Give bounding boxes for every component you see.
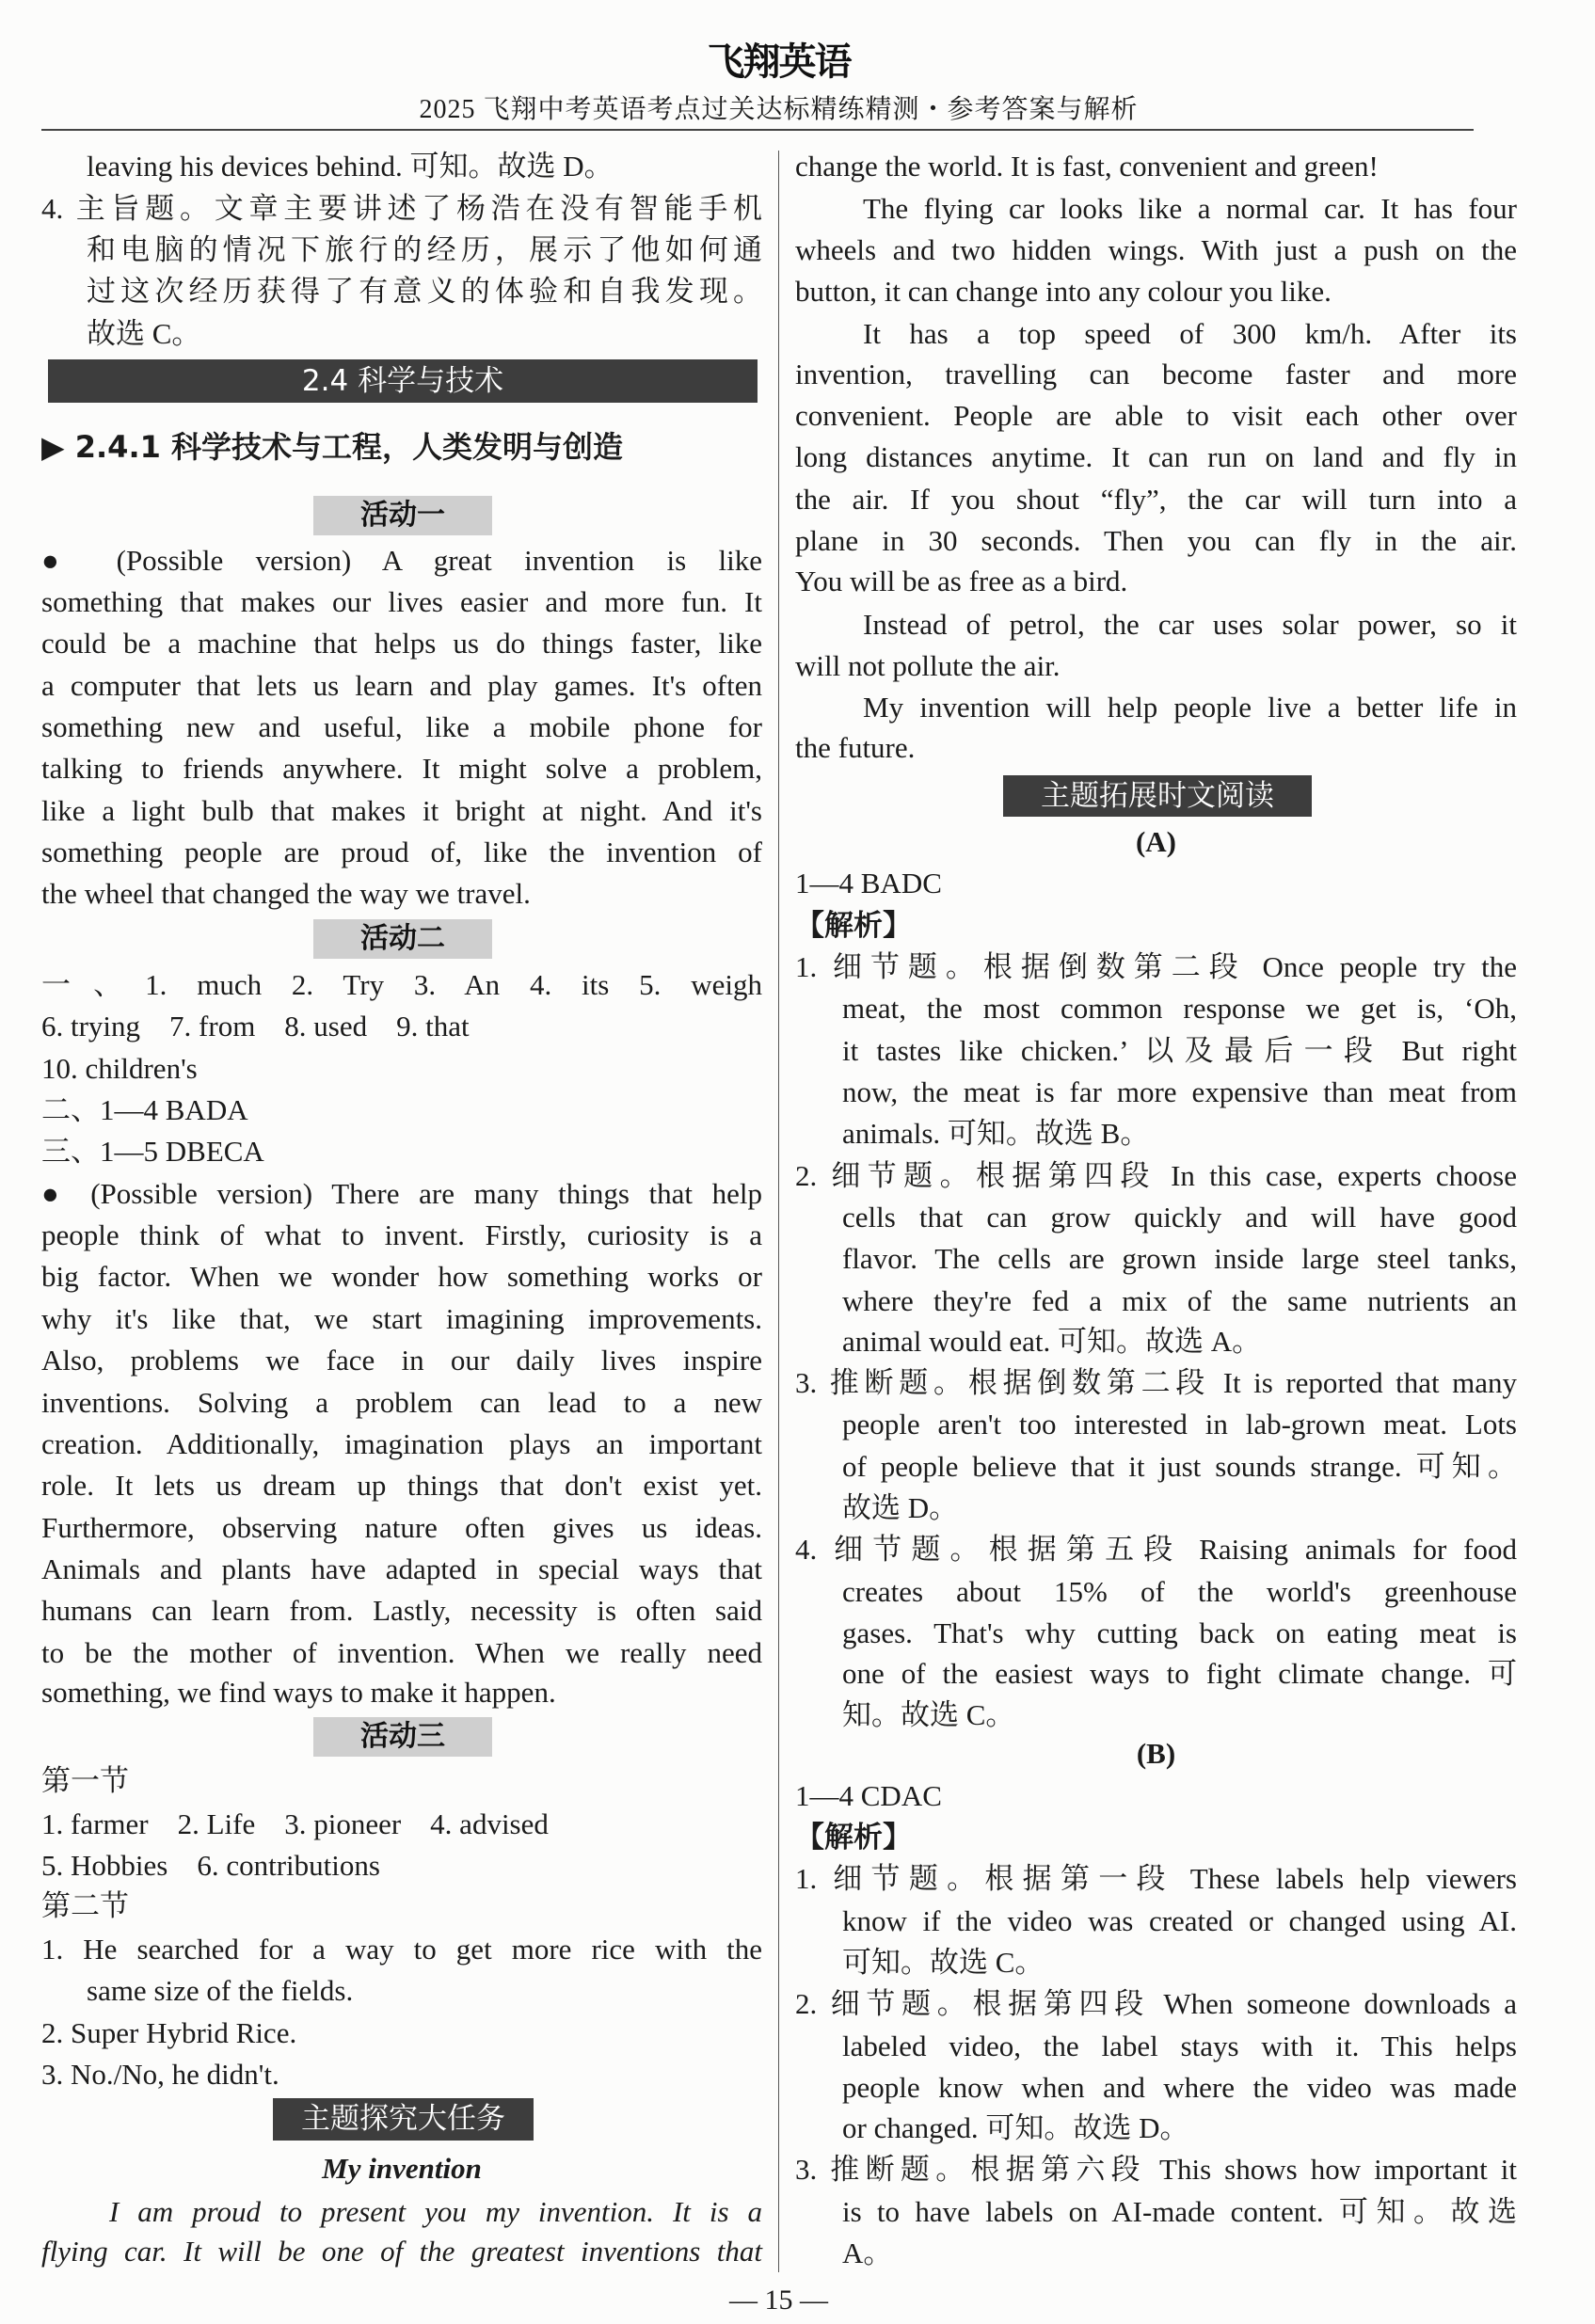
right-text-line: people know when and where the video was made	[842, 2071, 1517, 2104]
left-text-line: 一、1. much 2. Try 3. An 4. its 5. weigh	[41, 968, 762, 1001]
right-text-line: people aren't too interested in lab-grown meat. Lots	[842, 1408, 1517, 1441]
right-text-line: wheels and two hidden wings. With just a push on the	[795, 233, 1517, 266]
right-text-line: 【解析】	[795, 909, 912, 942]
left-text-line: Furthermore, observing nature often gives us ideas.	[41, 1511, 762, 1544]
left-text-line: 1. He searched for a way to get more rice with the	[41, 1933, 762, 1966]
right-text-line: 2. 细节题。根据第四段 When someone downloads a	[795, 1987, 1517, 2020]
right-text-line: meat, the most common response we get is, ‘Oh,	[842, 992, 1517, 1025]
left-text-line: something, we find ways to make it happen.	[41, 1676, 556, 1709]
left-text-line: 第一节	[41, 1764, 129, 1797]
right-text-line: the future.	[795, 731, 916, 764]
left-text-line: a computer that lets us learn and play games. It's often	[41, 669, 762, 702]
right-text-line: animals. 可知。故选 B。	[842, 1117, 1150, 1150]
page-number: — 15 —	[729, 2284, 828, 2316]
right-text-line: 1. 细节题。根据第一段 These labels help viewers	[795, 1862, 1517, 1895]
activity-2-heading: 活动二	[313, 919, 492, 959]
left-text-line: role. It lets us dream up things that don't exist yet.	[41, 1469, 762, 1502]
right-text-line: 【解析】	[795, 1821, 912, 1854]
right-text-line: 2. 细节题。根据第四段 In this case, experts choose	[795, 1159, 1517, 1192]
left-text-line: 3. No./No, he didn't.	[41, 2058, 279, 2091]
left-text-line: 10. children's	[41, 1052, 198, 1085]
right-text-line: You will be as free as a bird.	[795, 565, 1128, 597]
left-text-line: My invention	[322, 2152, 482, 2185]
left-text-line: Animals and plants have adapted in special ways that	[41, 1552, 762, 1585]
right-text-line: long distances anytime. It can run on land and fly in	[795, 440, 1517, 473]
left-text-line: same size of the fields.	[87, 1974, 354, 2007]
left-text-line: ● (Possible version) A great invention is like	[41, 544, 762, 577]
left-text-line: I am proud to present you my invention. It is a	[109, 2195, 762, 2228]
right-text-line: 3. 推断题。根据第六段 This shows how important it	[795, 2153, 1517, 2186]
right-text-line: 3. 推断题。根据倒数第二段 It is reported that many	[795, 1366, 1517, 1399]
left-text-line: ● (Possible version) There are many things that help	[41, 1177, 762, 1210]
subsection-heading: ▶ 2.4.1 科学技术与工程，人类发明与创造	[41, 429, 624, 465]
left-text-line: humans can learn from. Lastly, necessity is often said	[41, 1594, 762, 1627]
left-text-line: talking to friends anywhere. It might solve a problem,	[41, 752, 762, 785]
activity-1-heading: 活动一	[313, 496, 492, 535]
left-text-line: 4. 主旨题。文章主要讲述了杨浩在没有智能手机	[41, 192, 762, 225]
activity-3-heading: 活动三	[313, 1717, 492, 1757]
right-text-line: 可知。故选 C。	[842, 1946, 1045, 1979]
right-text-line: flavor. The cells are grown inside large steel tanks,	[842, 1242, 1517, 1275]
left-text-line: something that makes our lives easier and more fun. It	[41, 585, 762, 618]
left-text-line: 6. trying 7. from 8. used 9. that	[41, 1010, 470, 1043]
right-text-line: creates about 15% of the world's greenhouse	[842, 1575, 1517, 1608]
left-text-line: something people are proud of, like the invention of	[41, 836, 762, 868]
right-text-line: invention, travelling can become faster and more	[795, 358, 1517, 390]
left-text-line: 5. Hobbies 6. contributions	[41, 1849, 380, 1882]
left-text-line: to be the mother of invention. When we really need	[41, 1636, 762, 1669]
right-text-line: Instead of petrol, the car uses solar power, so it	[863, 608, 1517, 641]
right-text-line: cells that can grow quickly and will have good	[842, 1201, 1517, 1234]
right-text-line: 4. 细节题。根据第五段 Raising animals for food	[795, 1533, 1517, 1566]
left-text-line: 和电脑的情况下旅行的经历，展示了他如何通	[87, 233, 762, 266]
left-text-line: 三、1—5 DBECA	[41, 1135, 264, 1168]
right-text-line: change the world. It is fast, convenient and green!	[795, 150, 1379, 183]
right-text-line: It has a top speed of 300 km/h. After its	[863, 317, 1517, 350]
left-text-line: flying car. It will be one of the greatest inventions that	[41, 2235, 762, 2268]
right-text-line: convenient. People are able to visit each other over	[795, 399, 1517, 432]
left-text-line: 1. farmer 2. Life 3. pioneer 4. advised	[41, 1807, 549, 1840]
publisher-logo: 飞翔英语	[707, 40, 851, 84]
right-text-line: one of the easiest ways to fight climate change. 可	[842, 1657, 1517, 1690]
right-text-line: animal would eat. 可知。故选 A。	[842, 1325, 1262, 1358]
right-text-line: labeled video, the label stays with it. This helps	[842, 2030, 1517, 2062]
right-text-line: My invention will help people live a better life in	[863, 691, 1517, 724]
left-text-line: the wheel that changed the way we travel.	[41, 877, 531, 910]
left-text-line: Also, problems we face in our daily lives inspire	[41, 1344, 762, 1377]
right-text-line: 1—4 BADC	[795, 867, 942, 899]
left-text-line: inventions. Solving a problem can lead to a new	[41, 1386, 762, 1419]
left-text-line: could be a machine that helps us do things faster, like	[41, 627, 762, 660]
right-text-line: A。	[842, 2236, 893, 2269]
left-text-line: leaving his devices behind. 可知。故选 D。	[87, 150, 614, 183]
left-text-line: 2. Super Hybrid Rice.	[41, 2016, 297, 2049]
right-text-line: now, the meat is far more expensive than meat from	[842, 1075, 1517, 1108]
left-text-line: big factor. When we wonder how something works or	[41, 1260, 762, 1293]
right-text-line: it tastes like chicken.’ 以及最后一段 But right	[842, 1034, 1517, 1067]
right-text-line: will not pollute the air.	[795, 649, 1061, 682]
right-text-line: plane in 30 seconds. Then you can fly in the air.	[795, 524, 1517, 557]
right-text-line: 1—4 CDAC	[795, 1779, 942, 1812]
left-text-line: creation. Additionally, imagination plays an important	[41, 1427, 762, 1460]
left-text-line: 二、1—4 BADA	[41, 1093, 248, 1126]
right-text-line: of people believe that it just sounds strange. 可知。	[842, 1450, 1517, 1483]
page-subtitle: 2025 飞翔中考英语考点过关达标精练精测・参考答案与解析	[419, 95, 1139, 124]
right-text-line: 1. 细节题。根据倒数第二段 Once people try the	[795, 950, 1517, 983]
task-banner: 主题探究大任务	[273, 2098, 534, 2141]
right-text-line: is to have labels on AI-made content. 可知。故选	[842, 2195, 1517, 2228]
right-text-line: The flying car looks like a normal car. It has four	[863, 192, 1517, 225]
left-text-line: why it's like that, we start imagining improvements.	[41, 1302, 762, 1335]
left-text-line: 第二节	[41, 1889, 129, 1922]
right-text-line: (B)	[1136, 1737, 1176, 1770]
left-text-line: like a light bulb that makes it bright at night. And it's	[41, 794, 762, 827]
left-text-line: something new and useful, like a mobile phone for	[41, 710, 762, 743]
right-text-line: button, it can change into any colour you like.	[795, 275, 1332, 308]
right-text-line: know if the video was created or changed using AI.	[842, 1904, 1517, 1937]
reading-banner: 主题拓展时文阅读	[1003, 775, 1312, 817]
right-text-line: gases. That's why cutting back on eating meat is	[842, 1616, 1517, 1649]
right-text-line: 故选 D。	[842, 1491, 959, 1524]
left-text-line: 故选 C。	[87, 317, 201, 350]
right-text-line: or changed. 可知。故选 D。	[842, 2111, 1189, 2144]
right-text-line: (A)	[1135, 825, 1177, 858]
left-text-line: 过这次经历获得了有意义的体验和自我发现。	[87, 275, 762, 308]
column-divider	[778, 151, 779, 2272]
left-text-line: people think of what to invent. Firstly, curiosity is a	[41, 1218, 762, 1251]
right-text-line: where they're fed a mix of the same nutrients an	[842, 1284, 1517, 1317]
header-rule	[41, 129, 1474, 131]
right-text-line: 知。故选 C。	[842, 1698, 1015, 1731]
right-text-line: the air. If you shout “fly”, the car will turn into a	[795, 483, 1517, 516]
section-banner: 2.4 科学与技术	[48, 359, 758, 403]
